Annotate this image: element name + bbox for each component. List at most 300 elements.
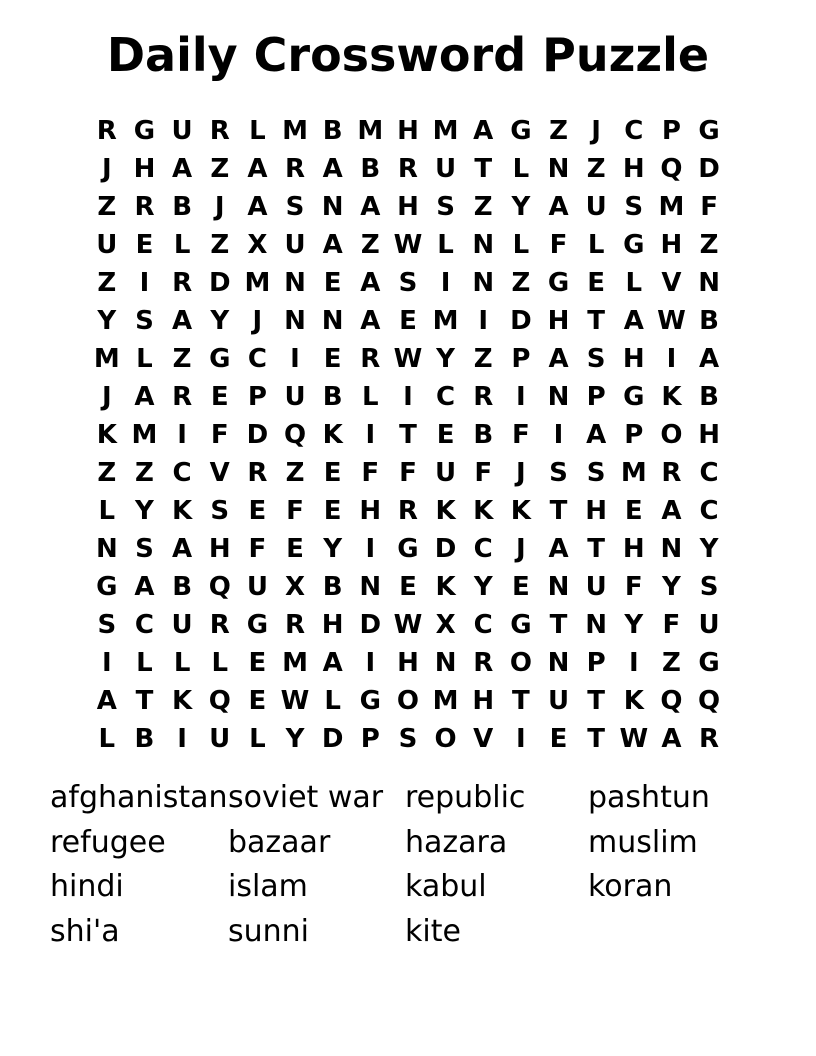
- grid-row: [88, 454, 728, 492]
- grid-letter: J: [516, 534, 526, 564]
- grid-letter: I: [101, 648, 112, 678]
- grid-letter: E: [248, 496, 267, 526]
- grid-letter: S: [285, 192, 305, 222]
- grid-letter: C: [473, 610, 493, 640]
- grid-letter: Q: [283, 420, 307, 450]
- grid-letter: U: [585, 192, 607, 222]
- grid-letter: Z: [210, 230, 230, 260]
- grid-letter: H: [321, 610, 344, 640]
- grid-letter: L: [512, 154, 530, 184]
- grid-letter: A: [134, 382, 155, 412]
- word-list-item: refugee: [50, 824, 166, 860]
- grid-letter: M: [357, 116, 384, 146]
- word-list-item: soviet war: [228, 780, 384, 815]
- grid-letter: L: [324, 686, 341, 716]
- grid-letter: Y: [473, 572, 493, 602]
- grid-letter: P: [586, 648, 606, 678]
- grid-row: [88, 720, 728, 758]
- grid-letter: E: [436, 420, 455, 450]
- grid-letter: D: [321, 724, 344, 754]
- grid-letter: W: [657, 306, 686, 336]
- grid-row: [88, 644, 728, 682]
- grid-letter: Y: [323, 534, 343, 564]
- grid-letter: M: [131, 420, 158, 450]
- grid-letter: A: [134, 572, 155, 602]
- grid-letter: A: [172, 534, 193, 564]
- grid-letter: U: [435, 458, 457, 488]
- grid-letter: J: [101, 154, 112, 184]
- grid-letter: I: [290, 344, 300, 374]
- grid-letter: Z: [97, 192, 117, 222]
- grid-letter: L: [437, 230, 454, 260]
- grid-letter: R: [96, 116, 117, 146]
- grid-letter: D: [434, 534, 457, 564]
- grid-letter: E: [549, 724, 568, 754]
- grid-letter: I: [516, 724, 526, 754]
- grid-letter: F: [399, 458, 417, 488]
- grid-letter: X: [435, 610, 456, 640]
- grid-letter: E: [286, 534, 304, 564]
- grid-letter: G: [209, 344, 231, 374]
- word-list-item: pashtun: [588, 780, 710, 815]
- word-list-item: islam: [228, 869, 308, 904]
- grid-letter: L: [136, 648, 153, 678]
- grid-letter: C: [473, 534, 493, 564]
- grid-letter: A: [661, 724, 682, 754]
- grid-letter: N: [284, 306, 306, 336]
- grid-letter: B: [322, 382, 343, 412]
- grid-letter: A: [548, 534, 569, 564]
- grid-letter: A: [586, 420, 607, 450]
- grid-letter: A: [360, 192, 381, 222]
- grid-letter: B: [134, 724, 155, 754]
- grid-letter: C: [247, 344, 267, 374]
- grid-letter: U: [284, 382, 306, 412]
- grid-letter: M: [244, 268, 271, 298]
- grid-letter: L: [625, 268, 643, 298]
- grid-letter: Y: [97, 306, 117, 336]
- grid-letter: O: [660, 420, 683, 450]
- word-list-item: bazaar: [228, 824, 331, 860]
- grid-letter: I: [139, 268, 150, 298]
- grid-letter: Y: [285, 724, 305, 754]
- grid-letter: B: [322, 116, 343, 146]
- grid-letter: T: [549, 496, 568, 526]
- grid-letter: T: [511, 686, 530, 716]
- grid-letter: L: [211, 648, 229, 678]
- grid-letter: T: [587, 306, 606, 336]
- grid-letter: O: [509, 648, 532, 678]
- grid-letter: N: [359, 572, 382, 602]
- grid-letter: E: [248, 648, 267, 678]
- grid-letter: C: [172, 458, 192, 488]
- grid-letter: M: [432, 686, 459, 716]
- grid-letter: F: [624, 572, 643, 602]
- grid-letter: P: [360, 724, 380, 754]
- grid-letter: G: [96, 572, 118, 602]
- grid-letter: I: [628, 648, 639, 678]
- grid-letter: P: [586, 382, 606, 412]
- grid-letter: R: [699, 724, 720, 754]
- grid-letter: P: [661, 116, 681, 146]
- grid-letter: C: [134, 610, 154, 640]
- grid-letter: U: [171, 610, 193, 640]
- grid-letter: A: [247, 154, 268, 184]
- word-list-item: republic: [405, 780, 526, 815]
- grid-letter: V: [661, 268, 682, 298]
- grid-letter: R: [473, 382, 494, 412]
- grid-row: [88, 606, 728, 644]
- grid-letter: L: [98, 724, 116, 754]
- grid-letter: M: [282, 648, 308, 678]
- grid-letter: N: [660, 534, 683, 564]
- word-list: [50, 776, 766, 954]
- grid-letter: S: [398, 724, 418, 754]
- grid-letter: B: [172, 192, 193, 222]
- grid-letter: H: [397, 116, 419, 146]
- grid-letter: H: [397, 192, 419, 222]
- grid-letter: A: [172, 306, 193, 336]
- grid-letter: F: [700, 192, 718, 222]
- grid-letter: H: [397, 648, 419, 678]
- grid-letter: U: [96, 230, 118, 260]
- grid-letter: H: [622, 344, 645, 374]
- grid-letter: J: [252, 306, 263, 336]
- grid-row: [88, 302, 728, 340]
- word-list-item: kite: [405, 913, 461, 949]
- grid-letter: T: [587, 686, 606, 716]
- grid-letter: E: [399, 572, 417, 602]
- word-list-item: hazara: [405, 824, 508, 860]
- grid-row: [88, 568, 728, 606]
- grid-row: [88, 416, 728, 454]
- grid-letter: A: [172, 154, 193, 184]
- grid-letter: O: [396, 686, 419, 716]
- grid-letter: N: [547, 154, 570, 184]
- grid-letter: Z: [511, 268, 531, 298]
- grid-letter: H: [472, 686, 495, 716]
- grid-letter: B: [322, 572, 343, 602]
- grid-letter: Z: [285, 458, 305, 488]
- grid-letter: G: [698, 116, 720, 146]
- grid-row: [88, 378, 728, 416]
- grid-letter: Q: [660, 686, 683, 716]
- grid-letter: Z: [172, 344, 192, 374]
- grid-letter: A: [548, 344, 569, 374]
- grid-letter: L: [587, 230, 605, 260]
- grid-letter: I: [516, 382, 526, 412]
- grid-letter: A: [360, 268, 381, 298]
- grid-letter: Q: [698, 686, 721, 716]
- grid-letter: Y: [436, 344, 455, 374]
- grid-letter: S: [135, 306, 154, 336]
- grid-row: [88, 340, 728, 378]
- grid-letter: N: [472, 230, 495, 260]
- grid-letter: K: [96, 420, 117, 450]
- grid-letter: L: [249, 116, 266, 146]
- grid-letter: B: [473, 420, 494, 450]
- grid-letter: E: [511, 572, 530, 602]
- grid-letter: D: [359, 610, 382, 640]
- grid-row: [88, 530, 728, 568]
- grid-letter: L: [173, 230, 191, 260]
- grid-letter: D: [208, 268, 231, 298]
- grid-letter: A: [322, 154, 343, 184]
- grid-row: [88, 682, 728, 720]
- grid-letter: F: [210, 420, 229, 450]
- word-list-item: koran: [588, 869, 673, 904]
- grid-letter: K: [473, 496, 494, 526]
- grid-letter: G: [623, 382, 645, 412]
- grid-letter: P: [247, 382, 267, 412]
- grid-letter: Z: [135, 458, 154, 488]
- grid-letter: K: [623, 686, 644, 716]
- grid-letter: K: [510, 496, 531, 526]
- grid-letter: E: [135, 230, 154, 260]
- grid-letter: L: [249, 724, 266, 754]
- word-list-row: [50, 776, 766, 821]
- grid-letter: N: [547, 648, 570, 678]
- grid-letter: Z: [699, 230, 719, 260]
- grid-letter: W: [393, 344, 423, 374]
- grid-letter: E: [399, 306, 417, 336]
- grid-letter: K: [172, 686, 193, 716]
- grid-letter: F: [549, 230, 568, 260]
- grid-letter: E: [323, 268, 342, 298]
- grid-letter: S: [135, 534, 154, 564]
- grid-letter: Z: [549, 116, 568, 146]
- grid-letter: U: [246, 572, 268, 602]
- grid-letter: M: [93, 344, 120, 374]
- word-search-grid: [88, 112, 728, 758]
- grid-letter: E: [210, 382, 229, 412]
- grid-letter: G: [698, 648, 720, 678]
- grid-letter: A: [548, 192, 569, 222]
- grid-letter: M: [658, 192, 685, 222]
- grid-letter: N: [321, 306, 344, 336]
- grid-letter: G: [547, 268, 570, 298]
- grid-letter: E: [587, 268, 606, 298]
- grid-letter: L: [136, 344, 153, 374]
- grid-letter: Z: [97, 268, 117, 298]
- grid-letter: F: [662, 610, 681, 640]
- grid-letter: F: [286, 496, 304, 526]
- grid-letter: L: [173, 648, 191, 678]
- grid-letter: C: [436, 382, 456, 412]
- grid-letter: G: [246, 610, 269, 640]
- grid-letter: V: [473, 724, 494, 754]
- grid-letter: K: [322, 420, 343, 450]
- grid-letter: J: [591, 116, 601, 146]
- grid-letter: I: [365, 420, 376, 450]
- grid-letter: P: [511, 344, 531, 374]
- word-list-item: afghanistan: [50, 780, 228, 815]
- grid-letter: I: [666, 344, 677, 374]
- grid-letter: U: [585, 572, 607, 602]
- grid-letter: C: [699, 458, 719, 488]
- grid-letter: B: [172, 572, 193, 602]
- grid-letter: F: [361, 458, 380, 488]
- grid-letter: I: [177, 420, 187, 450]
- grid-letter: F: [474, 458, 493, 488]
- grid-letter: R: [247, 458, 268, 488]
- word-list-item: hindi: [50, 869, 124, 904]
- grid-letter: S: [436, 192, 455, 222]
- grid-letter: A: [247, 192, 268, 222]
- grid-letter: L: [512, 230, 530, 260]
- grid-letter: Q: [208, 686, 231, 716]
- grid-letter: T: [399, 420, 417, 450]
- grid-letter: H: [133, 154, 156, 184]
- grid-letter: F: [248, 534, 267, 564]
- grid-letter: N: [284, 268, 306, 298]
- grid-letter: R: [397, 154, 418, 184]
- grid-row: [88, 112, 728, 150]
- grid-letter: Z: [97, 458, 117, 488]
- grid-letter: B: [699, 382, 719, 412]
- grid-letter: I: [365, 534, 376, 564]
- grid-letter: G: [359, 686, 381, 716]
- grid-letter: V: [209, 458, 230, 488]
- grid-letter: A: [360, 306, 381, 336]
- grid-letter: Z: [473, 192, 493, 222]
- grid-letter: N: [434, 648, 457, 678]
- grid-letter: Y: [662, 572, 681, 602]
- grid-letter: K: [172, 496, 193, 526]
- grid-letter: T: [474, 154, 493, 184]
- grid-letter: B: [360, 154, 381, 184]
- grid-letter: L: [362, 382, 379, 412]
- grid-letter: W: [393, 230, 423, 260]
- grid-letter: A: [322, 230, 343, 260]
- grid-row: [88, 226, 728, 264]
- grid-letter: A: [699, 344, 720, 374]
- grid-letter: E: [624, 496, 643, 526]
- grid-letter: G: [623, 230, 645, 260]
- grid-letter: H: [359, 496, 382, 526]
- grid-letter: Z: [473, 344, 493, 374]
- grid-letter: H: [208, 534, 231, 564]
- grid-letter: W: [619, 724, 649, 754]
- grid-letter: Y: [699, 534, 719, 564]
- grid-letter: S: [699, 572, 719, 602]
- grid-letter: B: [699, 306, 719, 336]
- grid-row: [88, 492, 728, 530]
- grid-row: [88, 150, 728, 188]
- grid-letter: N: [472, 268, 495, 298]
- word-list-item: muslim: [588, 824, 698, 860]
- grid-letter: A: [473, 116, 494, 146]
- word-list-item: sunni: [228, 913, 310, 949]
- grid-letter: D: [510, 306, 532, 336]
- grid-letter: C: [624, 116, 644, 146]
- grid-letter: J: [101, 382, 112, 412]
- grid-letter: Z: [662, 648, 681, 678]
- grid-letter: N: [547, 572, 570, 602]
- grid-letter: A: [322, 648, 343, 678]
- grid-letter: T: [587, 724, 606, 754]
- grid-letter: R: [360, 344, 381, 374]
- grid-letter: K: [435, 572, 456, 602]
- grid-letter: U: [435, 154, 457, 184]
- grid-letter: Y: [511, 192, 531, 222]
- grid-letter: H: [660, 230, 683, 260]
- page-title: Daily Crossword Puzzle: [106, 28, 710, 82]
- grid-letter: I: [403, 382, 413, 412]
- grid-letter: A: [661, 496, 682, 526]
- grid-letter: H: [547, 306, 570, 336]
- grid-letter: E: [248, 686, 267, 716]
- grid-letter: R: [172, 268, 193, 298]
- grid-letter: U: [209, 724, 231, 754]
- word-list-row: [50, 865, 766, 910]
- grid-letter: Z: [210, 154, 230, 184]
- grid-letter: F: [511, 420, 530, 450]
- grid-letter: R: [209, 116, 230, 146]
- grid-letter: H: [585, 496, 608, 526]
- word-list-item: shi'a: [50, 913, 120, 949]
- grid-letter: J: [214, 192, 225, 222]
- grid-letter: C: [699, 496, 719, 526]
- grid-letter: O: [434, 724, 457, 754]
- grid-letter: N: [698, 268, 720, 298]
- grid-letter: W: [393, 610, 423, 640]
- grid-letter: P: [624, 420, 644, 450]
- grid-letter: T: [135, 686, 154, 716]
- grid-letter: K: [435, 496, 456, 526]
- grid-letter: I: [440, 268, 451, 298]
- grid-letter: R: [209, 610, 230, 640]
- grid-letter: Y: [624, 610, 644, 640]
- grid-letter: X: [247, 230, 268, 260]
- grid-letter: R: [134, 192, 155, 222]
- grid-letter: U: [547, 686, 570, 716]
- grid-letter: T: [587, 534, 606, 564]
- grid-letter: G: [510, 610, 532, 640]
- grid-letter: H: [622, 154, 645, 184]
- grid-letter: A: [96, 686, 117, 716]
- grid-letter: M: [432, 116, 459, 146]
- grid-letter: J: [516, 458, 526, 488]
- grid-letter: I: [365, 648, 376, 678]
- grid-row: [88, 264, 728, 302]
- grid-letter: I: [478, 306, 489, 336]
- grid-letter: D: [698, 154, 720, 184]
- grid-letter: I: [553, 420, 564, 450]
- grid-letter: Z: [586, 154, 606, 184]
- grid-letter: H: [622, 534, 645, 564]
- grid-letter: U: [171, 116, 193, 146]
- grid-letter: G: [510, 116, 532, 146]
- grid-letter: S: [549, 458, 568, 488]
- word-list-item: kabul: [405, 869, 487, 904]
- grid-letter: Q: [660, 154, 683, 184]
- grid-letter: E: [323, 458, 342, 488]
- grid-letter: N: [547, 382, 570, 412]
- grid-letter: S: [586, 344, 606, 374]
- word-list-row: [50, 910, 766, 955]
- grid-letter: E: [323, 344, 342, 374]
- grid-letter: W: [280, 686, 310, 716]
- grid-letter: X: [285, 572, 306, 602]
- grid-letter: R: [285, 154, 306, 184]
- grid-letter: G: [397, 534, 419, 564]
- grid-letter: G: [133, 116, 156, 146]
- grid-letter: T: [549, 610, 568, 640]
- grid-letter: R: [172, 382, 193, 412]
- grid-letter: S: [586, 458, 606, 488]
- grid-letter: S: [210, 496, 230, 526]
